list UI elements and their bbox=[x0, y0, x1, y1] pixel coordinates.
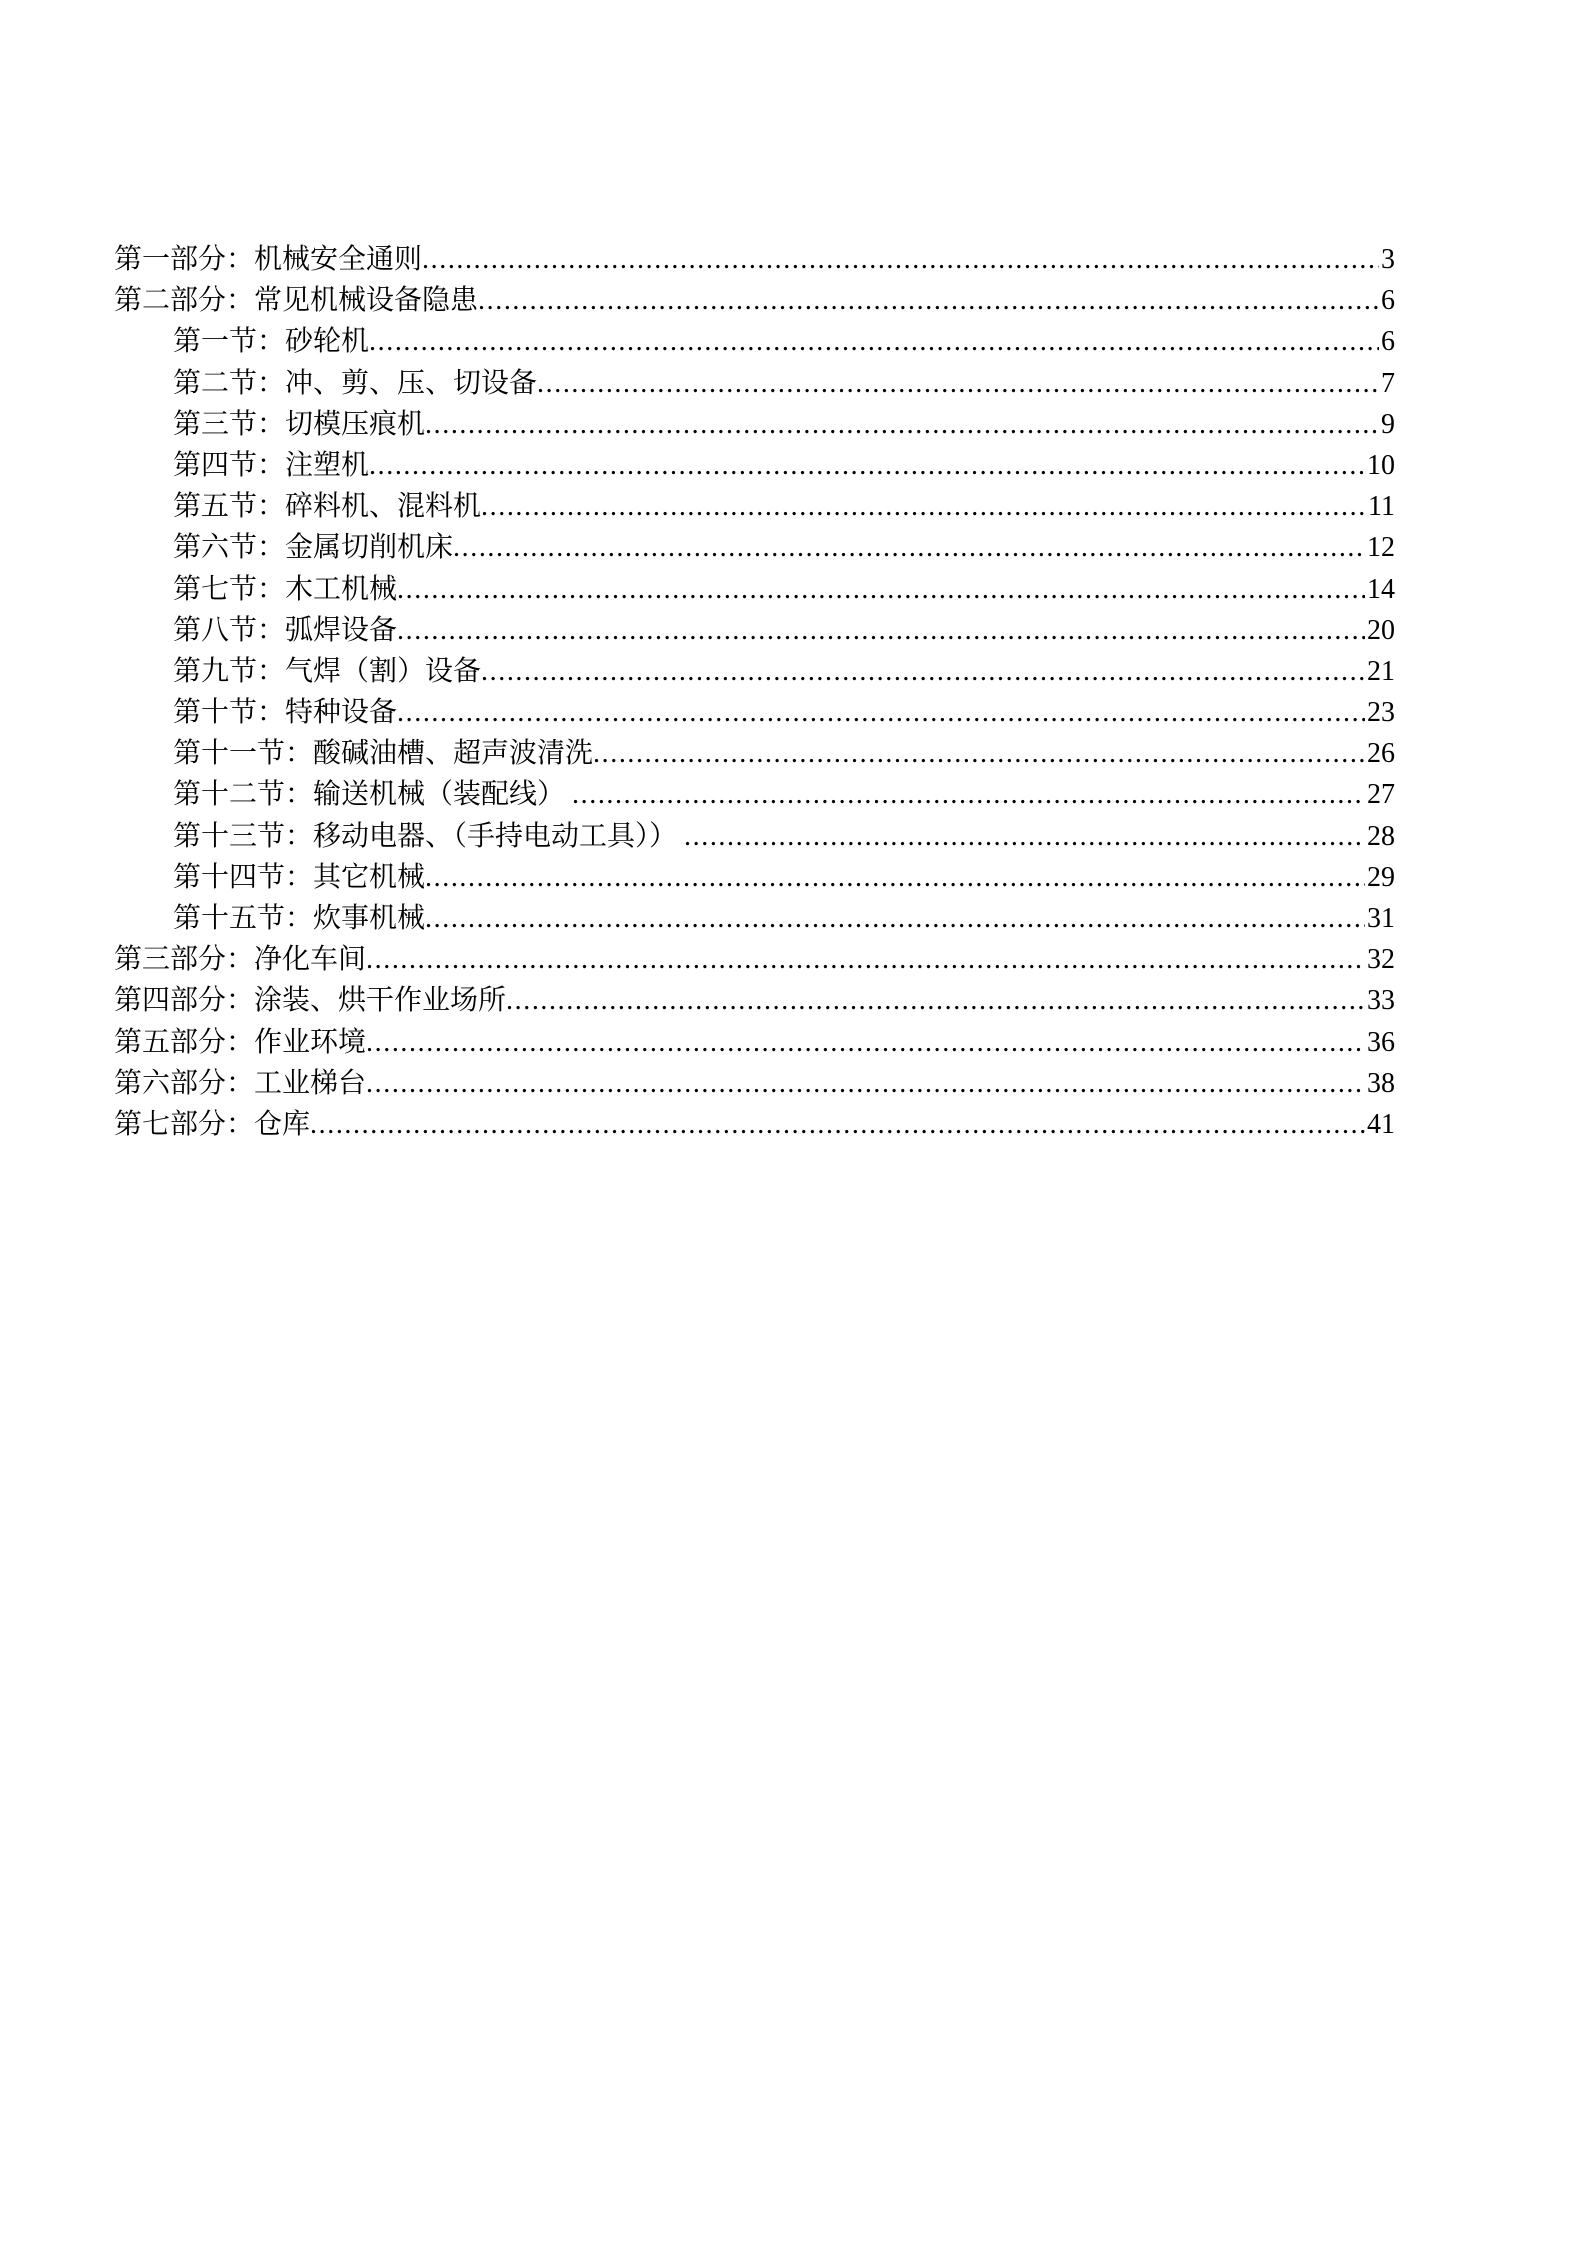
toc-entry-title: 第五部分：作业环境 bbox=[114, 1026, 367, 1058]
toc-entry-page-number: 6 bbox=[1381, 326, 1395, 358]
toc-entry-title: 第二节：冲、剪、压、切设备 bbox=[173, 367, 538, 399]
toc-entry-page-number: 28 bbox=[1367, 820, 1395, 852]
toc-entry-title: 第六节：金属切削机床 bbox=[173, 532, 454, 564]
dot-leader bbox=[453, 527, 1365, 568]
toc-entry-7[interactable] bbox=[0, 486, 1587, 527]
toc-entry-title: 第一部分：机械安全通则 bbox=[114, 244, 423, 275]
dot-leader bbox=[572, 774, 1365, 815]
toc-entry-title: 第六部分：工业梯台 bbox=[114, 1067, 367, 1099]
toc-entry-1[interactable] bbox=[0, 239, 1587, 280]
toc-entry-page-number: 12 bbox=[1367, 532, 1395, 564]
toc-entry-title: 第十三节：移动电器、（手持电动工具）） bbox=[173, 820, 685, 852]
toc-entry-title: 第八节：弧焊设备 bbox=[173, 614, 398, 646]
toc-entry-10[interactable] bbox=[0, 610, 1587, 651]
dot-leader bbox=[366, 1063, 1365, 1104]
toc-entry-title: 第三节：切模压痕机 bbox=[173, 408, 426, 440]
toc-entry-22[interactable] bbox=[0, 1104, 1587, 1145]
toc-entry-page-number: 6 bbox=[1381, 285, 1395, 317]
toc-entry-15[interactable] bbox=[0, 816, 1587, 857]
toc-entry-title: 第四部分：涂装、烘干作业场所 bbox=[114, 985, 507, 1017]
toc-entry-page-number: 38 bbox=[1367, 1067, 1395, 1099]
dot-leader bbox=[478, 280, 1379, 321]
dot-leader bbox=[537, 363, 1379, 404]
toc-entry-title: 第十四节：其它机械 bbox=[173, 861, 426, 893]
dot-leader bbox=[366, 1022, 1365, 1063]
toc-entry-title: 第四节：注塑机 bbox=[173, 449, 370, 481]
toc-entry-16[interactable] bbox=[0, 857, 1587, 898]
toc-entry-page-number: 23 bbox=[1367, 697, 1395, 729]
dot-leader bbox=[481, 651, 1365, 692]
toc-entry-2[interactable] bbox=[0, 280, 1587, 321]
toc-entry-6[interactable] bbox=[0, 445, 1587, 486]
toc-entry-page-number: 21 bbox=[1367, 655, 1395, 687]
dot-leader bbox=[422, 239, 1379, 280]
dot-leader bbox=[397, 610, 1365, 651]
toc-entry-title: 第十节：特种设备 bbox=[173, 697, 398, 729]
toc-entry-page-number: 11 bbox=[1368, 491, 1395, 523]
toc-entry-8[interactable] bbox=[0, 527, 1587, 568]
toc-entry-title: 第一节：砂轮机 bbox=[173, 326, 370, 358]
toc-entry-18[interactable] bbox=[0, 939, 1587, 980]
toc-entry-page-number: 7 bbox=[1381, 367, 1395, 399]
dot-leader bbox=[366, 939, 1365, 980]
dot-leader bbox=[397, 692, 1365, 733]
toc-entry-title: 第十五节：炊事机械 bbox=[173, 903, 426, 934]
toc-entry-11[interactable] bbox=[0, 651, 1587, 692]
dot-leader bbox=[506, 980, 1365, 1021]
toc-entry-page-number: 20 bbox=[1367, 614, 1395, 646]
toc-entry-title: 第十二节：输送机械（装配线） bbox=[173, 779, 573, 811]
toc-entry-page-number: 32 bbox=[1367, 944, 1395, 976]
toc-entry-3[interactable] bbox=[0, 321, 1587, 362]
toc-entry-page-number: 29 bbox=[1367, 861, 1395, 893]
toc-entry-13[interactable] bbox=[0, 733, 1587, 774]
dot-leader bbox=[481, 486, 1366, 527]
toc-entry-19[interactable] bbox=[0, 980, 1587, 1021]
toc-entry-page-number: 9 bbox=[1381, 408, 1395, 440]
toc-entry-page-number: 3 bbox=[1381, 244, 1395, 275]
toc-entry-page-number: 27 bbox=[1367, 779, 1395, 811]
toc-entry-4[interactable] bbox=[0, 363, 1587, 404]
dot-leader bbox=[425, 898, 1365, 939]
toc-entry-title: 第十一节：酸碱油槽、超声波清洗 bbox=[173, 738, 594, 770]
toc-entry-page-number: 26 bbox=[1367, 738, 1395, 770]
dot-leader bbox=[369, 321, 1379, 362]
toc-entry-title: 第二部分：常见机械设备隐患 bbox=[114, 285, 479, 317]
toc-entry-5[interactable] bbox=[0, 404, 1587, 445]
dot-leader bbox=[425, 857, 1365, 898]
toc-entry-page-number: 14 bbox=[1367, 573, 1395, 605]
dot-leader bbox=[425, 404, 1379, 445]
toc-entry-title: 第五节：碎料机、混料机 bbox=[173, 491, 482, 523]
toc-entry-page-number: 41 bbox=[1367, 1108, 1395, 1140]
toc-entry-17[interactable] bbox=[0, 898, 1587, 939]
toc-entry-9[interactable] bbox=[0, 569, 1587, 610]
toc-entry-page-number: 10 bbox=[1367, 449, 1395, 481]
toc-entry-title: 第九节：气焊（割）设备 bbox=[173, 655, 482, 687]
toc-entry-title: 第三部分：净化车间 bbox=[114, 944, 367, 976]
toc-entry-title: 第七节：木工机械 bbox=[173, 573, 398, 605]
toc-entry-page-number: 31 bbox=[1367, 903, 1395, 934]
toc-entry-12[interactable] bbox=[0, 692, 1587, 733]
toc-entry-21[interactable] bbox=[0, 1063, 1587, 1104]
toc-entry-14[interactable] bbox=[0, 774, 1587, 815]
dot-leader bbox=[369, 445, 1365, 486]
dot-leader bbox=[310, 1104, 1365, 1145]
toc-entry-page-number: 33 bbox=[1367, 985, 1395, 1017]
dot-leader bbox=[684, 816, 1365, 857]
dot-leader bbox=[397, 569, 1365, 610]
dot-leader bbox=[593, 733, 1365, 774]
toc-entry-title: 第七部分：仓库 bbox=[114, 1108, 311, 1140]
toc-entry-20[interactable] bbox=[0, 1022, 1587, 1063]
toc-entry-page-number: 36 bbox=[1367, 1026, 1395, 1058]
